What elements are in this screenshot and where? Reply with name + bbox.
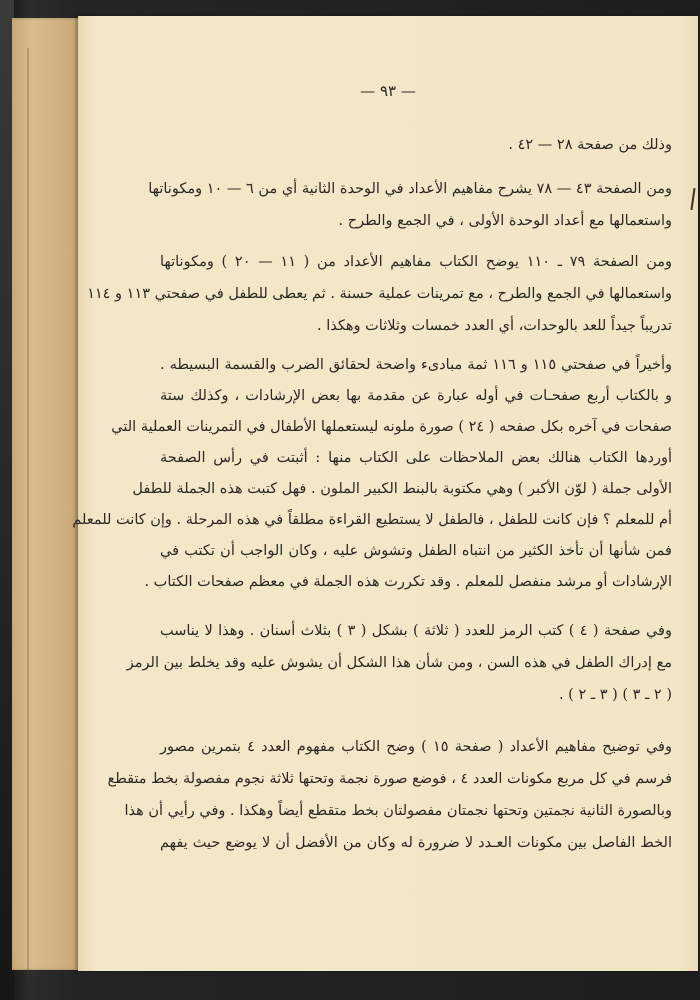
binding-crease xyxy=(27,48,29,978)
book-page xyxy=(72,16,698,971)
text-line: مع إدراك الطفل في هذه السن ، ومن شأن هذا الشكل أن يشوش عليه وقد يخلط بين الرمز xyxy=(126,655,672,671)
text-line: وفي صفحة ( ٤ ) كتب الرمز للعدد ( ثلاثة ) بشكل ( ٣ ) بثلاث أسنان . وهذا لا يناسب xyxy=(160,623,672,639)
text-line: وفي توضيح مفاهيم الأعداد ( صفحة ١٥ ) وضح الكتاب مفهوم العدد ٤ بتمرين مصور xyxy=(160,739,672,755)
text-line: واستعمالها في الجمع والطرح ، مع تمرينات عملية حسنة . ثم يعطى للطفل في صفحتي ١١٣ و ١١٤ xyxy=(87,286,672,302)
text-line: وبالصورة الثانية نجمتين وتحتها نجمتان مفصولتان بخط متقطع أيضاً وهكذا . وفي رأيي أن هذا xyxy=(124,803,672,819)
text-line: الإرشادات أو مرشد منفصل للمعلم . وقد تكررت هذه الجملة في معظم صفحات الكتاب . xyxy=(144,574,672,590)
text-line: فمن شأنها أن تأخذ الكثير من انتباه الطفل وتشوش عليه ، وكان الواجب أن تكتب في xyxy=(160,543,672,559)
text-line: أم للمعلم ؟ فإن كانت للطفل ، فالطفل لا يستطيع القراءة مطلقاً في هذه المرحلة . وإن كانت للمعلم xyxy=(72,512,672,528)
text-line: واستعمالها مع أعداد الوحدة الأولى ، في الجمع والطرح . xyxy=(338,213,672,229)
text-line: ومن الصفحة ٧٩ ـ ١١٠ يوضح الكتاب مفاهيم الأعداد من ( ١١ — ٢٠ ) ومكوناتها xyxy=(160,254,673,270)
text-line: أوردها الكتاب هنالك بعض الملاحظات على الكتاب منها : أثبتت في رأس الصفحة xyxy=(160,450,672,466)
text-line: الخط الفاصل بين مكونات العـدد لا ضرورة له وكان من الأفضل أن لا يوضع حيث يفهم xyxy=(160,835,672,851)
text-line: الأولى جملة ( لوّن الأكبر ) وهي مكتوبة بالبنط الكبير الملون . فهل كتبت هذه الجملة للطفل xyxy=(132,481,672,497)
text-line: ومن الصفحة ٤٣ — ٧٨ يشرح مفاهيم الأعداد في الوحدة الثانية أي من ٦ — ١٠ ومكوناتها xyxy=(148,181,672,197)
text-line: فرسم في كل مربع مكونات العدد ٤ ، فوضع صورة نجمة وتحتها ثلاثة نجوم مفصولة بخط متقطع xyxy=(107,771,672,787)
text-line: وذلك من صفحة ٢٨ — ٤٢ . xyxy=(508,137,672,153)
page-number: — ٩٣ — xyxy=(360,82,416,100)
text-line: تدريباً جيداً للعد بالوحدات، أي العدد خمسات وثلاثات وهكذا . xyxy=(317,318,672,334)
margin-pencil-mark xyxy=(690,188,695,210)
text-line: و بالكتاب أربع صفحـات في أوله عبارة عن مقدمة بها بعض الإرشادات ، وكذلك ستة xyxy=(160,388,672,404)
book-binding xyxy=(12,18,84,970)
text-line: وأخيراً في صفحتي ١١٥ و ١١٦ ثمة مبادىء واضحة لحقائق الضرب والقسمة البسيطه . xyxy=(160,357,672,373)
text-line: صفحات في آخره بكل صفحه ( ٢٤ ) صورة ملونه ليستعملها الأطفال في التمرينات العملية التي xyxy=(111,419,672,435)
text-line: ( ٢ ـ ٣ ) ( ٣ ـ ٢ ) . xyxy=(558,687,672,703)
